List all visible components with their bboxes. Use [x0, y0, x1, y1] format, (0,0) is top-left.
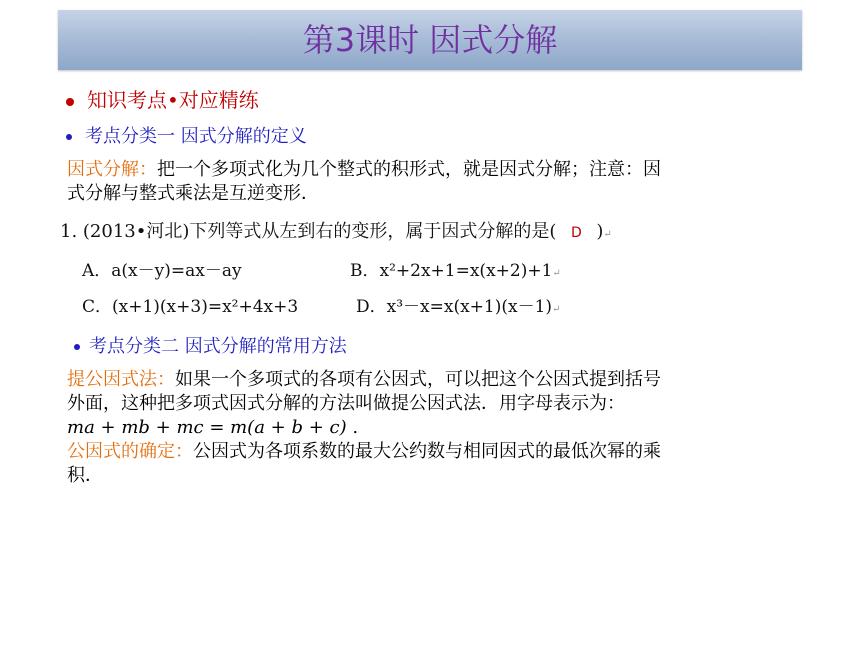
- option-b-text: B．x²+2x+1=x(x+2)+1: [350, 261, 553, 281]
- paragraph-mark-icon: ↵: [552, 268, 561, 279]
- option-d: [356, 292, 560, 317]
- definition-label: 因式分解：: [67, 159, 157, 180]
- bullet-icon: [66, 98, 74, 106]
- question-stem: [60, 217, 612, 243]
- answer-choice: D: [571, 225, 582, 241]
- section-heading: [66, 84, 259, 113]
- question-close: ): [596, 221, 604, 242]
- definition-paragraph: [67, 158, 782, 206]
- formula: ma + mb + mc = m(a + b + c): [67, 417, 347, 438]
- section-heading-text: 知识考点•对应精练: [87, 88, 259, 112]
- category-two-text: 考点分类二 因式分解的常用方法: [89, 336, 347, 357]
- option-b: [350, 256, 561, 281]
- common-factor-text: 公因式为各项系数的最大公约数与相同因式的最低次幂的乘: [193, 441, 661, 462]
- paragraph-mark-icon: ↵: [603, 229, 612, 240]
- paragraph-mark-icon: ↵: [552, 304, 561, 315]
- common-factor-text-cont: 积．: [67, 465, 103, 486]
- method-label: 提公因式法：: [67, 369, 175, 390]
- category-one-text: 考点分类一 因式分解的定义: [85, 126, 307, 147]
- option-d-text: D．x³－x=x(x+1)(x－1): [356, 297, 553, 317]
- option-a: A．a(x－y)=ax－ay: [82, 261, 242, 281]
- category-one-heading: [66, 122, 307, 148]
- bullet-icon: [74, 344, 80, 350]
- question-text: 1. (2013•河北)下列等式从左到右的变形，属于因式分解的是(: [60, 221, 557, 242]
- common-factor-label: 公因式的确定：: [67, 441, 193, 462]
- method-text: 如果一个多项式的各项有公因式，可以把这个公因式提到括号: [175, 369, 661, 390]
- page-title: 第3课时 因式分解: [302, 21, 558, 59]
- formula-end: .: [346, 417, 359, 438]
- option-c: C．(x+1)(x+3)=x²+4x+3: [82, 297, 299, 317]
- category-two-heading: [74, 332, 347, 358]
- bullet-icon: [66, 134, 72, 140]
- method-text-cont: 外面，这种把多项式因式分解的方法叫做提公因式法．用字母表示为：: [67, 393, 625, 414]
- definition-text: 把一个多项式化为几个整式的积形式，就是因式分解；注意：因: [157, 159, 661, 180]
- method-paragraph: [67, 368, 782, 488]
- title-bar: [58, 10, 802, 70]
- definition-text-cont: 式分解与整式乘法是互逆变形．: [67, 183, 319, 204]
